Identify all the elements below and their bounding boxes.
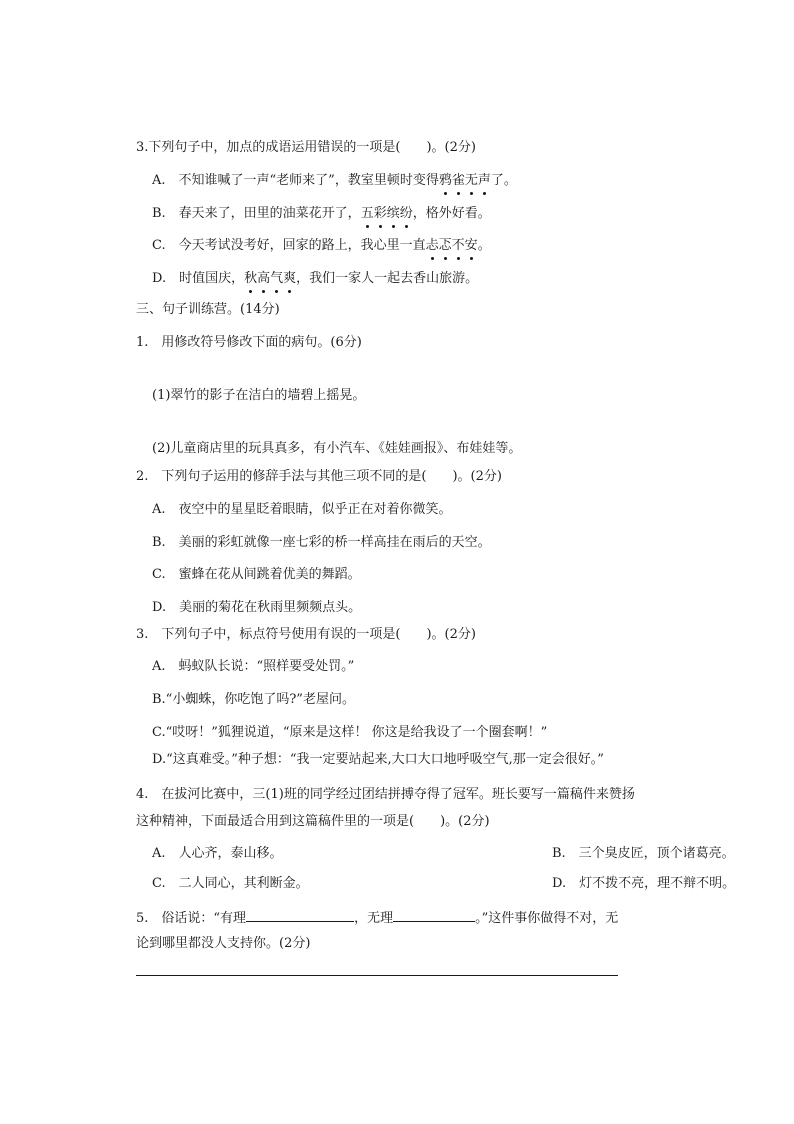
dotted-char: 高 [257,271,271,286]
option-text: D. 时值国庆， [152,271,245,286]
option-text: ，我们一家人一起去香山旅游。 [296,271,479,286]
option-text: A. 不知谁喊了一声“老师来了”，教室里顿时变得 [152,173,439,188]
question-5-text: 。”这件事你做得不对，无 [475,911,619,926]
option-text: B. 春天来了，田里的油菜花开了， [152,206,361,221]
question-2-stem: 2. 下列句子运用的修辞手法与其他三项不同的是( )。(2分) [136,469,502,484]
option-text: 。 [477,238,491,253]
question-3-stem: 3.下列句子中，加点的成语运用错误的一项是( )。(2分) [136,140,476,155]
question-1-sentence-2: (2)儿童商店里的玩具真多，有小汽车、《娃娃画报》、布娃娃等。 [152,441,522,456]
dotted-char: 五 [360,206,374,221]
question-5-line-1 [136,909,694,927]
question-4-option-a[interactable]: A. 人心齐，泰山移。 [152,846,283,861]
dotted-idiom [439,173,491,188]
question-2-option-a[interactable]: A. 夜空中的星星眨着眼睛，似乎正在对着你微笑。 [152,502,452,517]
question-2-option-c[interactable]: C. 蜜蜂在花从间跳着优美的舞蹈。 [152,567,361,582]
dotted-char: 彩 [373,206,387,221]
dotted-char: 爽 [283,271,297,286]
dotted-char: 缤 [386,206,400,221]
question-3b-option-b[interactable]: B.“小蜘蛛，你吃饱了吗?”老屋问。 [152,692,355,707]
question-4-row-2 [152,876,736,892]
question-3b-option-d[interactable]: D.“这真难受。”种子想：“我一定要站起来,大口大口地呼吸空气,那一定会很好。” [152,752,604,767]
dotted-char: 不 [451,238,465,253]
question-3b-option-a[interactable]: A. 蚂蚁队长说：“照样要受处罚。” [152,659,355,674]
question-4-row-1 [152,846,735,862]
dotted-idiom [426,238,478,253]
dotted-char: 忑 [438,238,452,253]
question-3-option-a[interactable] [152,173,694,189]
option-text: C. 今天考试没考好，回家的路上，我心里一直 [152,238,426,253]
question-4-option-c[interactable]: C. 二人同心，其利断金。 [152,876,309,891]
question-2-option-b[interactable]: B. 美丽的彩虹就像一座七彩的桥一样高挂在雨后的天空。 [152,535,491,550]
answer-blank-2[interactable] [393,909,475,922]
question-3-option-b[interactable] [152,206,694,222]
dotted-idiom [244,271,296,286]
question-2-option-d[interactable]: D. 美丽的菊花在秋雨里频频点头。 [152,600,362,615]
dotted-char: 无 [464,173,478,188]
question-4-option-d[interactable]: D. 灯不拨不亮，理不辩不明。 [552,876,736,891]
question-1-sentence-1: (1)翠竹的影子在洁白的墙碧上摇晃。 [152,388,366,403]
dotted-char: 鸦 [438,173,452,188]
question-4-stem-line-1: 4. 在拔河比赛中，三(1)班的同学经过团结拼搏夺得了冠军。班长要写一篇稿件来赞扬 [136,787,635,802]
dotted-char: 安 [464,238,478,253]
question-5-text: 5. 俗话说：“有理 [136,911,247,926]
question-4-option-b[interactable]: B. 三个臭皮匠，顶个诸葛亮。 [552,846,735,861]
question-3-option-d[interactable] [152,271,694,287]
question-3b-option-c[interactable]: C.“哎呀！”狐狸说道，“原来是这样！ 你这是给我设了一个圈套啊！” [152,725,548,740]
dotted-char: 忐 [425,238,439,253]
dotted-char: 声 [477,173,491,188]
option-text: 了。 [490,173,517,188]
question-5-line-2: 论到哪里都没人支持你。(2分) [136,936,311,951]
question-5-text: ，无理 [354,911,394,926]
answer-blank-1[interactable] [246,909,354,922]
question-4-stem-line-2: 这种精神，下面最适合用到这篇稿件里的一项是( )。(2分) [136,814,490,829]
dotted-char: 雀 [451,173,465,188]
option-text: ，格外好看。 [412,206,491,221]
question-1-stem: 1. 用修改符号修改下面的病句。(6分) [136,335,362,350]
section-heading: 三、句子训练营。(14分) [136,302,280,317]
question-3b-stem: 3. 下列句子中，标点符号使用有误的一项是( )。(2分) [136,627,476,642]
dotted-char: 纷 [399,206,413,221]
question-3-option-c[interactable] [152,238,694,254]
dotted-idiom [361,206,413,221]
dotted-char: 气 [270,271,284,286]
dotted-char: 秋 [244,271,258,286]
answer-line[interactable] [136,975,618,976]
